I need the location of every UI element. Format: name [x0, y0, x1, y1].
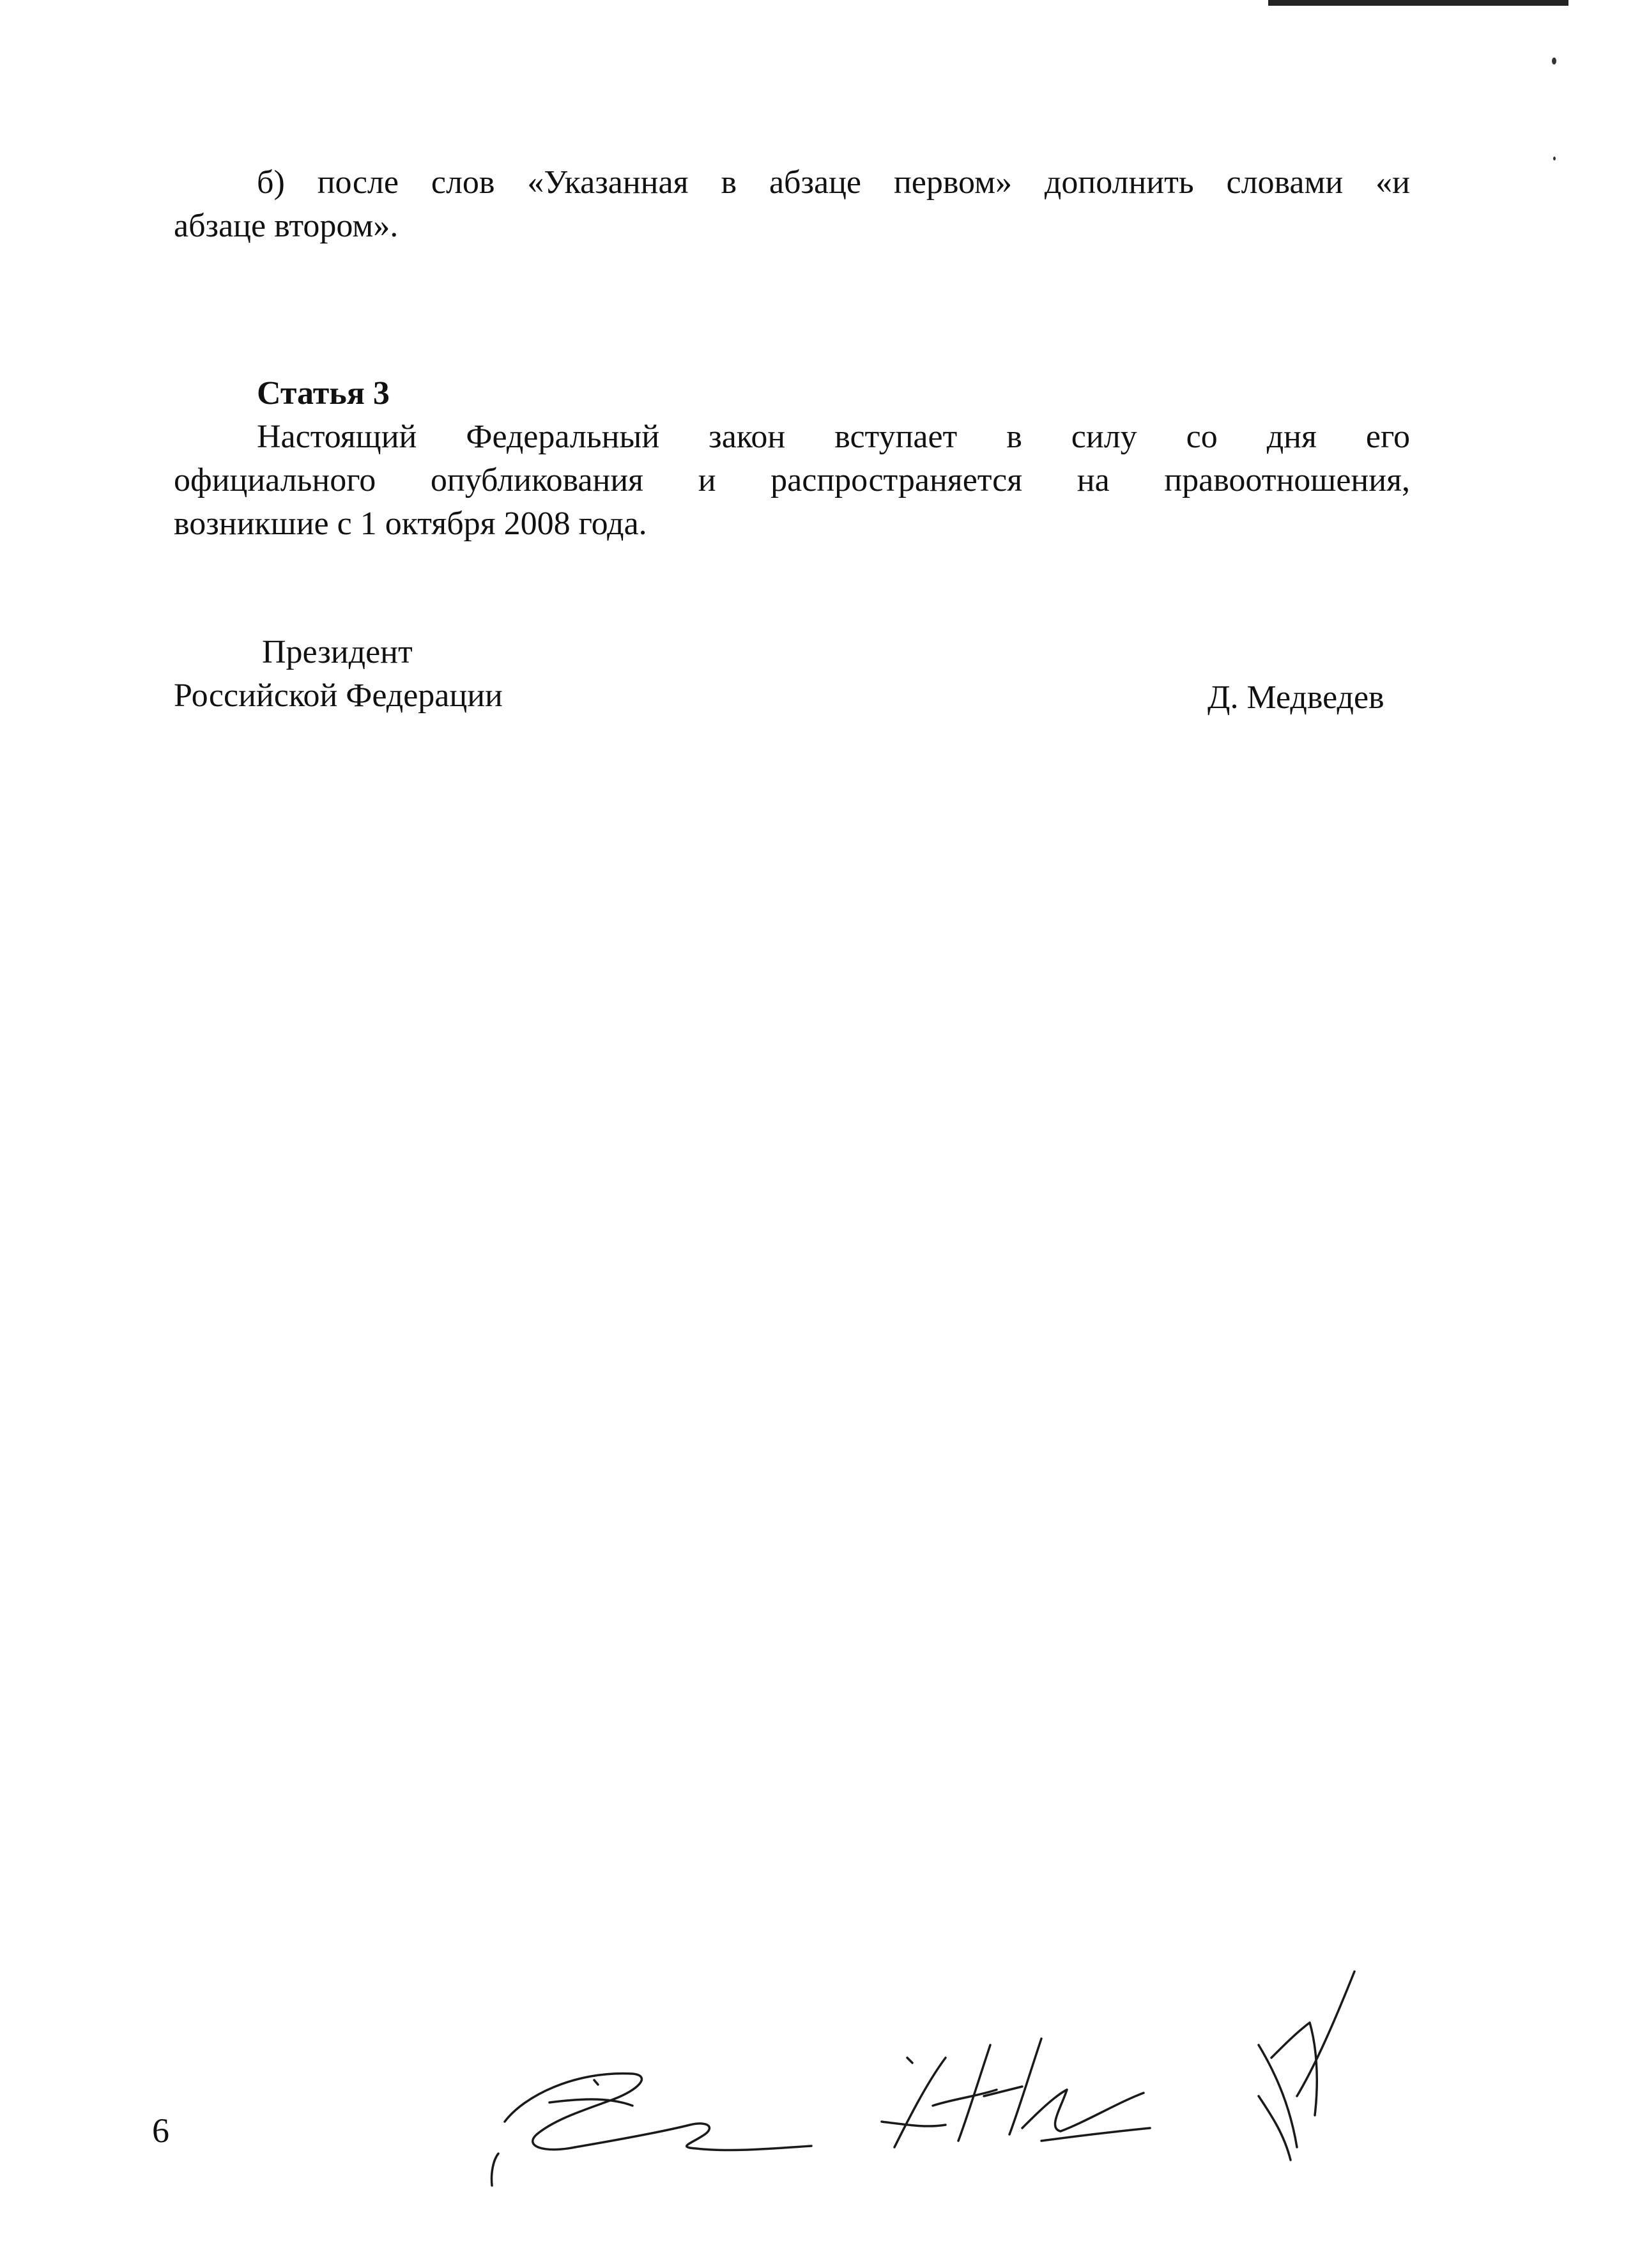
top-edge-rule	[1268, 0, 1568, 6]
article-text-line-3: возникшие с 1 октября 2008 года.	[174, 505, 647, 542]
signature-3	[1259, 1971, 1354, 2160]
article-text-line-2: официального опубликования и распространяется на правоотношения,	[174, 462, 1410, 498]
handwritten-signatures	[486, 1968, 1380, 2224]
article-text-line-1: Настоящий Федеральный закон вступает в силу со дня его	[257, 419, 1410, 455]
clause-b-line-2: абзаце втором».	[174, 208, 399, 244]
signatory-title-line-1: Президент	[262, 634, 413, 670]
signature-2	[882, 2039, 1150, 2147]
signature-1	[491, 2074, 811, 2186]
scan-speck	[1553, 157, 1556, 160]
clause-b-line-1: б) после слов «Указанная в абзаце первом» дополнить словами «и	[257, 164, 1410, 201]
article-heading: Статья 3	[257, 375, 390, 412]
scan-speck	[1552, 58, 1556, 65]
signatory-title-line-2: Российской Федерации	[174, 677, 503, 714]
signatory-name: Д. Медведев	[1208, 679, 1384, 716]
page-number: 6	[152, 2111, 169, 2150]
